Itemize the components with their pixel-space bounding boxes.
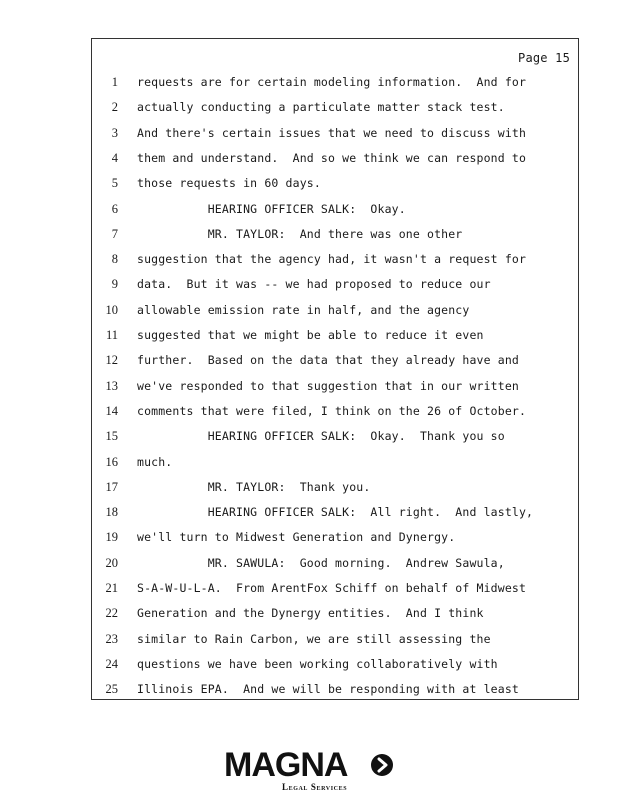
line-text: requests are for certain modeling information. And for: [137, 75, 527, 89]
line-text: suggestion that the agency had, it wasn't a request for: [137, 252, 527, 267]
line-text: we've responded to that suggestion that in our written: [137, 378, 519, 393]
transcript-line: [92, 478, 578, 496]
transcript-line: [92, 579, 578, 597]
line-text: comments that were filed, I think on the 26 of October.: [137, 403, 527, 418]
line-number: 8: [111, 252, 118, 267]
transcript-page: [91, 38, 579, 700]
transcript-line: [92, 250, 578, 268]
line-text: them and understand. And so we think we can respond to: [137, 150, 527, 165]
transcript-line: [92, 225, 578, 243]
line-number: 7: [111, 226, 118, 241]
line-number: 12: [105, 353, 118, 368]
line-number: 18: [105, 505, 118, 520]
line-text: Generation and the Dynergy entities. And I think: [137, 606, 484, 621]
line-number: 4: [111, 150, 118, 165]
transcript-line: [92, 351, 578, 369]
transcript-line: [92, 680, 578, 698]
transcript-line: [92, 503, 578, 521]
line-number: 20: [105, 555, 118, 570]
logo-subtitle: Legal Services: [282, 782, 348, 792]
transcript-line: [92, 655, 578, 673]
line-number: 19: [105, 530, 118, 545]
line-number: 14: [105, 403, 118, 418]
line-text: similar to Rain Carbon, we are still assessing the: [137, 631, 491, 646]
line-text: S-A-W-U-L-A. From ArentFox Schiff on behalf of Midwest: [137, 581, 527, 595]
line-text: And there's certain issues that we need to discuss with: [137, 125, 527, 140]
line-number: 3: [111, 125, 118, 140]
transcript-line: [92, 275, 578, 293]
transcript-line: [92, 377, 578, 395]
transcript-line: [92, 402, 578, 420]
transcript-line: [92, 427, 578, 445]
line-number: 21: [105, 581, 118, 595]
line-text: further. Based on the data that they already have and: [137, 353, 519, 368]
transcript-line: [92, 630, 578, 648]
line-text: MR. TAYLOR: And there was one other: [137, 226, 463, 241]
transcript-line: [92, 604, 578, 622]
line-number: 5: [111, 176, 118, 191]
line-text: MR. TAYLOR: Thank you.: [137, 479, 371, 494]
transcript-line: [92, 98, 578, 116]
line-text: Illinois EPA. And we will be responding with at least: [137, 682, 519, 697]
line-text: HEARING OFFICER SALK: All right. And lastly,: [137, 505, 534, 520]
line-text: allowable emission rate in half, and the agency: [137, 302, 470, 317]
line-number: 22: [105, 606, 118, 621]
transcript-line: [92, 149, 578, 167]
logo-wordmark: MAGNA: [224, 746, 348, 784]
magna-logo: [224, 748, 404, 794]
transcript-line: [92, 174, 578, 192]
line-text: we'll turn to Midwest Generation and Dynergy.: [137, 530, 456, 545]
transcript-line: [92, 301, 578, 319]
line-text: questions we have been working collaboratively with: [137, 656, 498, 671]
line-number: 13: [105, 378, 118, 393]
line-text: those requests in 60 days.: [137, 176, 321, 191]
transcript-line: [92, 554, 578, 572]
line-text: HEARING OFFICER SALK: Okay. Thank you so: [137, 429, 505, 444]
transcript-line: [92, 200, 578, 218]
line-number: 15: [105, 429, 118, 444]
line-number: 9: [111, 277, 118, 292]
line-text: data. But it was -- we had proposed to reduce our: [137, 277, 491, 292]
chevron-right-circle-icon: [370, 753, 394, 777]
transcript-line: [92, 453, 578, 471]
line-text: actually conducting a particulate matter stack test.: [137, 100, 505, 115]
line-number: 1: [111, 75, 118, 89]
line-number: 25: [105, 682, 118, 697]
line-text: HEARING OFFICER SALK: Okay.: [137, 201, 406, 216]
line-number: 24: [105, 656, 118, 671]
line-text: much.: [137, 454, 173, 469]
line-number: 17: [105, 479, 118, 494]
line-text: MR. SAWULA: Good morning. Andrew Sawula,: [137, 555, 505, 570]
transcript-line: [92, 326, 578, 344]
line-number: 10: [105, 302, 118, 317]
transcript-line: [92, 124, 578, 142]
line-number: 2: [111, 100, 118, 115]
transcript-line: [92, 528, 578, 546]
line-number: 23: [105, 631, 118, 646]
line-number: 16: [105, 454, 118, 469]
line-number: 11: [105, 328, 118, 342]
line-text: suggested that we might be able to reduce it even: [137, 328, 484, 342]
page-number: Page 15: [518, 51, 570, 65]
transcript-line: [92, 73, 578, 91]
line-number: 6: [111, 201, 118, 216]
